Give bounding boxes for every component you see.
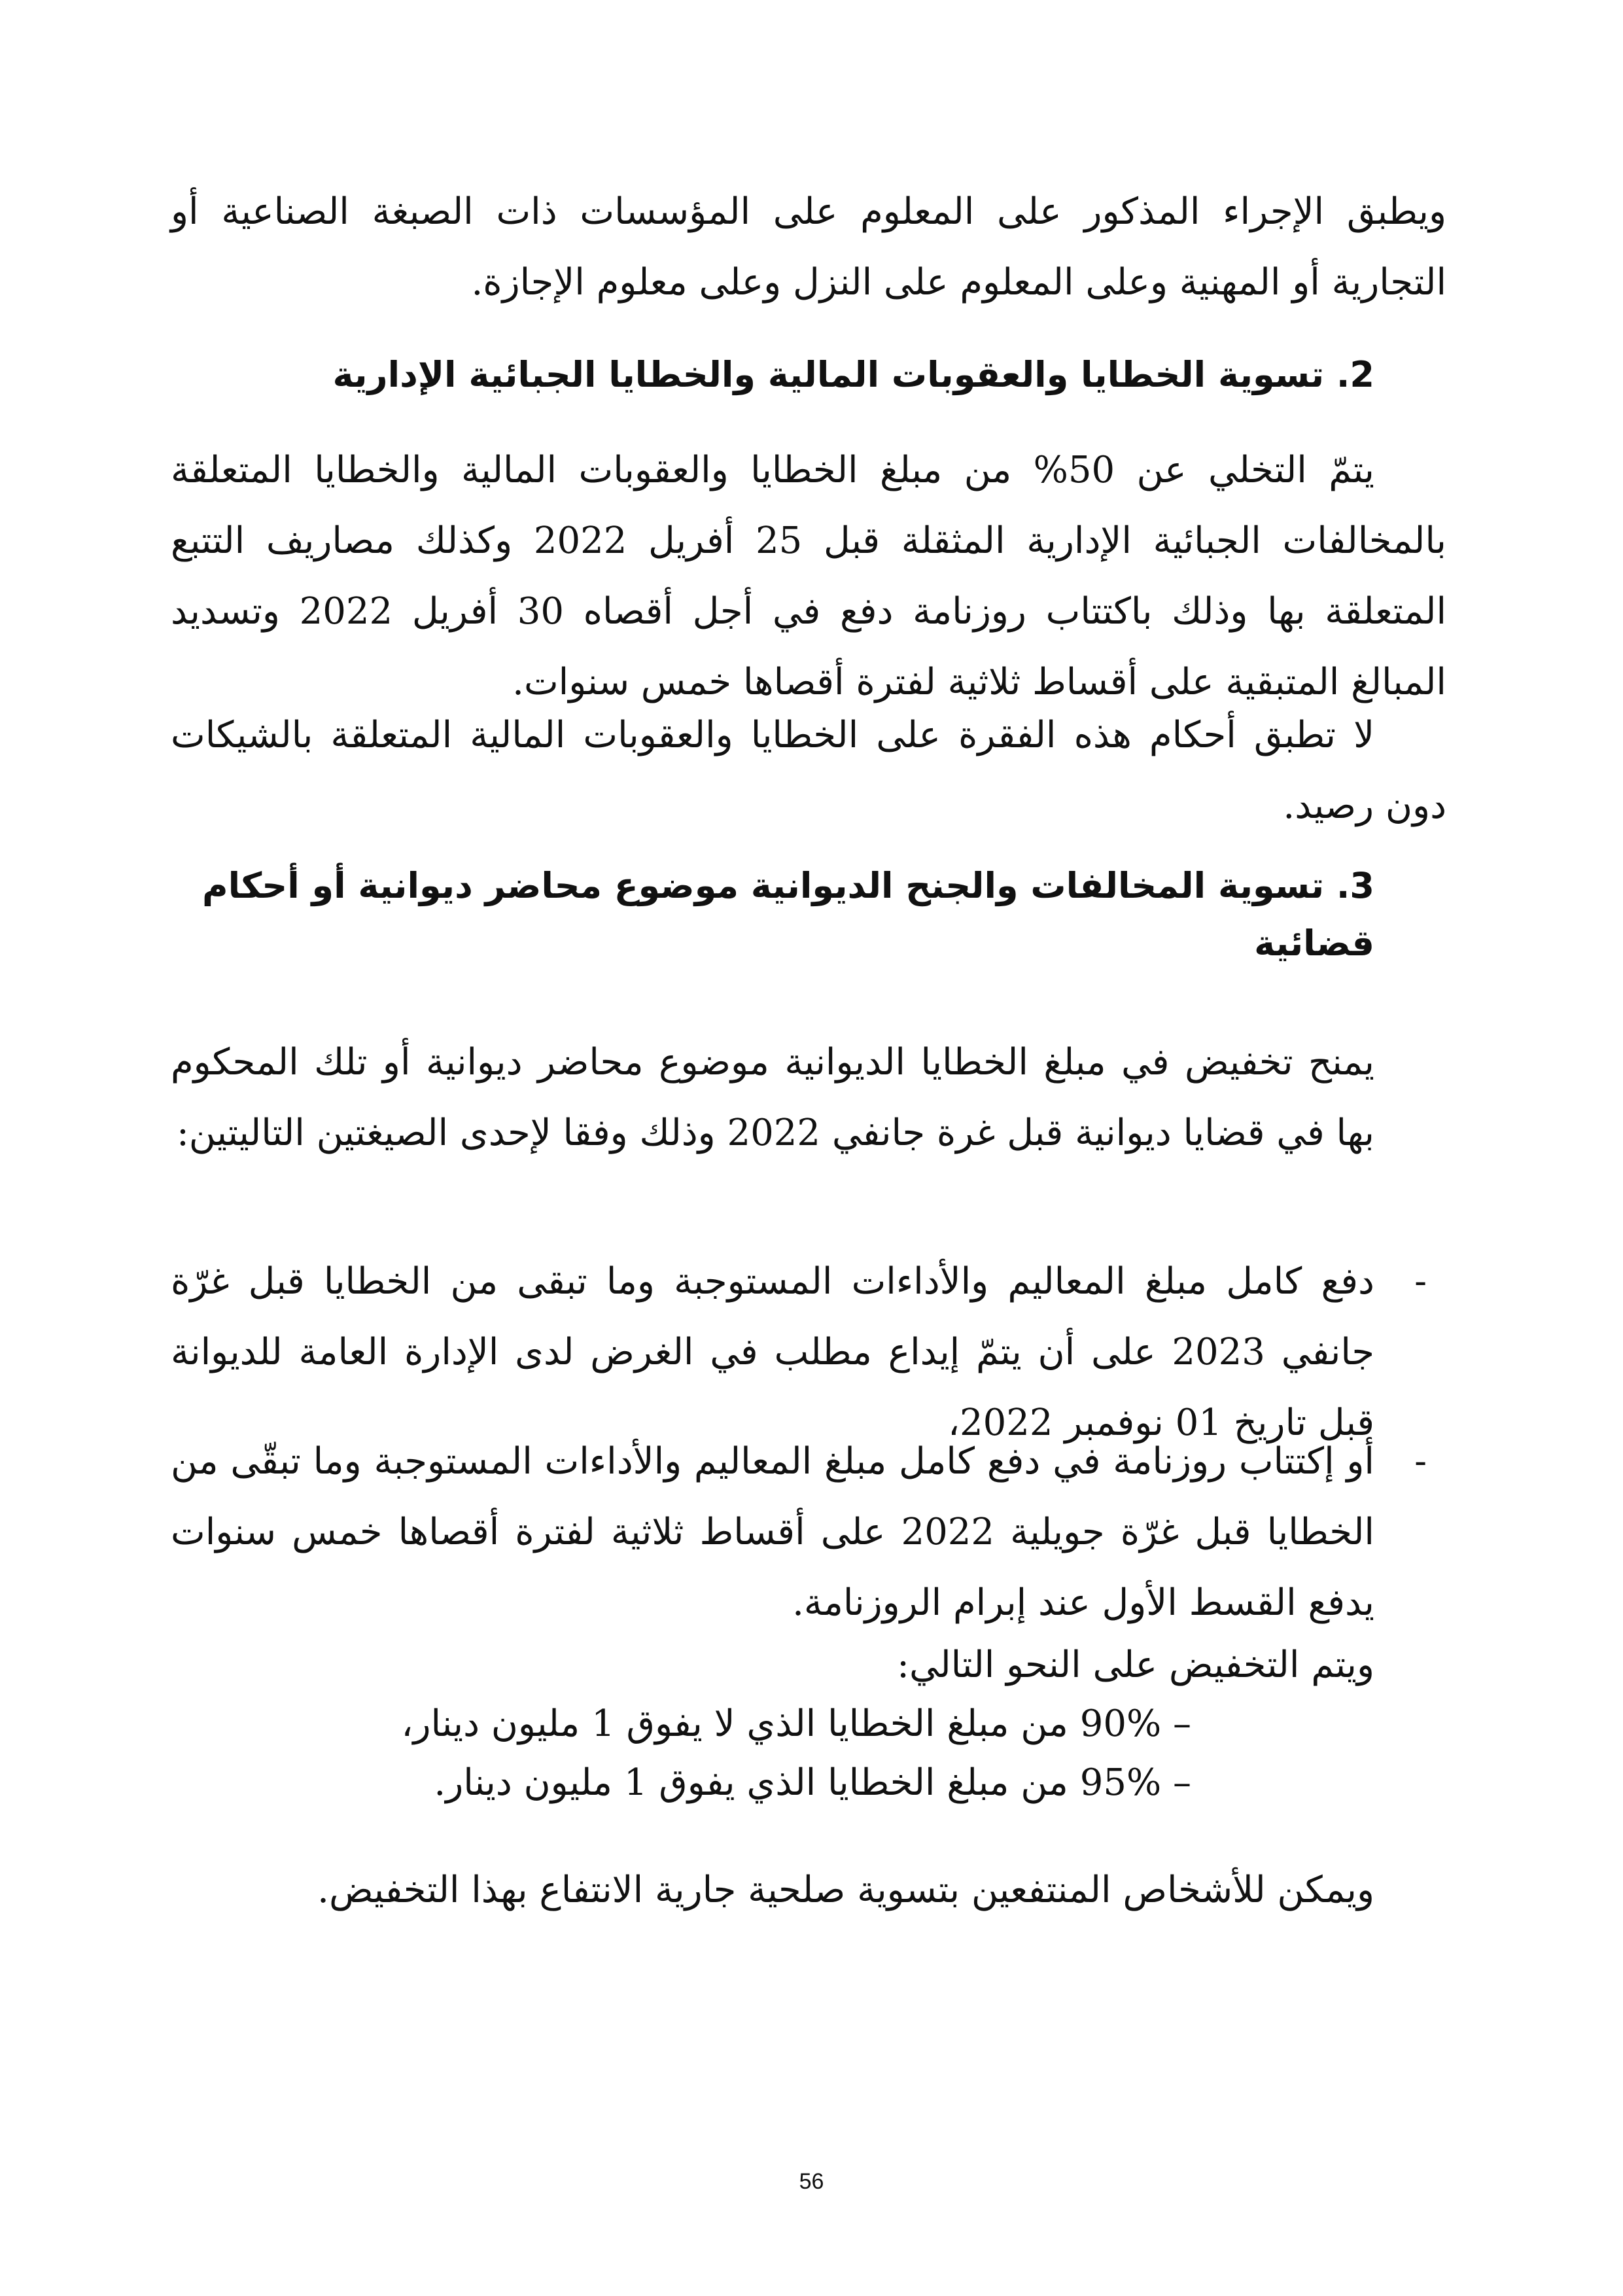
bullet-item-2 bbox=[171, 1426, 1427, 1638]
section-2-heading: 2. تسوية الخطايا والعقوبات المالية والخطايا الجبائية الإدارية bbox=[332, 354, 1374, 395]
bullet-dash-icon: - bbox=[1414, 1440, 1427, 1483]
closing-paragraph: ويمكن للأشخاص المنتفعين بتسوية صلحية جارية الانتفاع بهذا التخفيض. bbox=[317, 1869, 1374, 1911]
section-2-paragraph-2: لا تطبق أحكام هذه الفقرة على الخطايا والعقوبات المالية المتعلقة بالشيكات دون رصيد. bbox=[171, 714, 1446, 827]
section-3-heading: 3. تسوية المخالفات والجنح الديوانية موضوع محاضر ديوانية أو أحكام قضائية bbox=[202, 865, 1374, 964]
section-2-paragraph-1: يتمّ التخلي عن 50% من مبلغ الخطايا والعقوبات المالية والخطايا المتعلقة بالمخالفات الجبائية الإدارية المثقلة قبل 25 أفريل 2022 وكذلك مصاريف التتبع المتعلقة بها وذلك باكتتاب روزنامة دفع في أجل أقصاه 30 أفريل 2022 وتسديد المبالغ المتبقية على أقساط ثلاثية لفترة أقصاها خمس سنوات. bbox=[171, 449, 1447, 703]
intro-paragraph: ويطبق الإجراء المذكور على المعلوم على المؤسسات ذات الصبغة الصناعية أو التجارية أو المهنية وعلى المعلوم على النزل وعلى معلوم الإجازة. bbox=[171, 190, 1446, 304]
bullet-dash-icon: - bbox=[1414, 1260, 1427, 1303]
section-3-paragraph-1: يمنح تخفيض في مبلغ الخطايا الديوانية موضوع محاضر ديوانية أو تلك المحكوم بها في قضايا ديوانية قبل غرة جانفي 2022 وذلك وفقا لإحدى الصيغتين التاليتين: bbox=[171, 1041, 1374, 1154]
reduction-text: 90% من مبلغ الخطايا الذي لا يفوق 1 مليون دينار، bbox=[401, 1703, 1162, 1745]
dash-icon: – bbox=[1173, 1703, 1191, 1745]
bullet-text: دفع كامل مبلغ المعاليم والأداءات المستوجبة وما تبقى من الخطايا قبل غرّة جانفي 2023 على أن يتمّ إيداع مطلب في الغرض لدى الإدارة العامة للديوانة قبل تاريخ 01 نوفمبر 2022، bbox=[171, 1260, 1374, 1444]
dash-icon: – bbox=[1173, 1761, 1191, 1804]
reduction-item-2 bbox=[434, 1754, 1191, 1812]
page-number: 56 bbox=[799, 2169, 824, 2194]
reduction-intro: ويتم التخفيض على النحو التالي: bbox=[897, 1644, 1374, 1686]
bullet-text: أو إكتتاب روزنامة في دفع كامل مبلغ المعاليم والأداءات المستوجبة وما تبقّى من الخطايا قبل غرّة جويلية 2022 على أقساط ثلاثية لفترة أقصاها خمس سنوات يدفع القسط الأول عند إبرام الروزنامة. bbox=[171, 1440, 1374, 1624]
reduction-item-1 bbox=[401, 1695, 1191, 1754]
reduction-text: 95% من مبلغ الخطايا الذي يفوق 1 مليون دينار. bbox=[434, 1761, 1162, 1804]
